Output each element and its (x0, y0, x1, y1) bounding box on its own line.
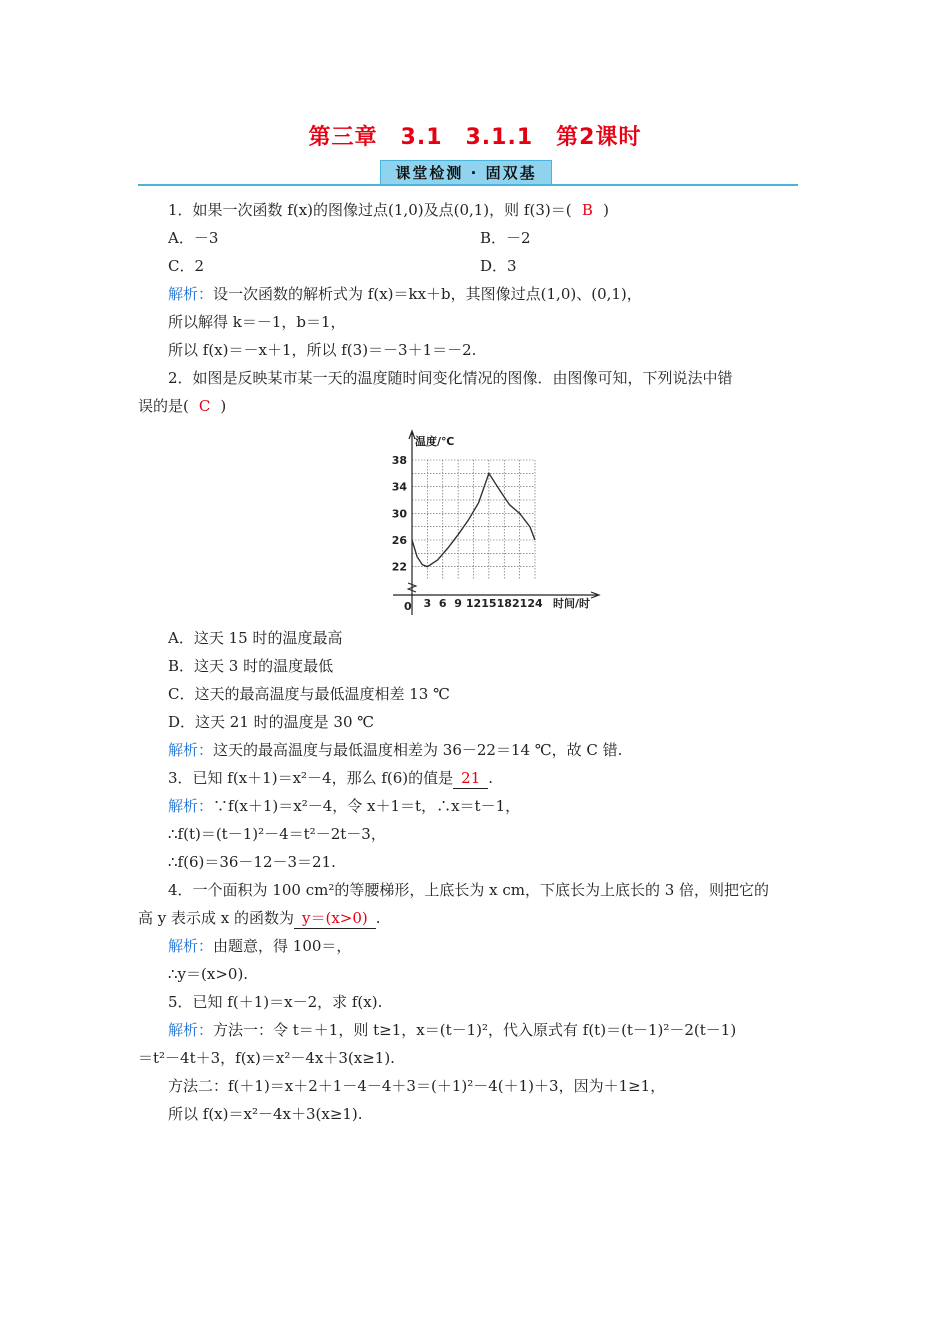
q1-stem-text: 1．如果一次函数 f(x)的图像过点(1,0)及点(0,1)，则 f(3)＝( (168, 201, 572, 219)
q4-answer: y＝(x>0) (294, 908, 376, 929)
y-tick-26: 26 (391, 534, 407, 547)
y-tick-34: 34 (391, 480, 407, 494)
x-tick-12: 12 (465, 597, 482, 610)
y-tick-38: 38 (391, 454, 407, 467)
q5-solution-line2: ＝t²－4t＋3，f(x)＝x²－4x＋3(x≥1). (138, 1049, 395, 1067)
page-title: 第三章 3.1 3.1.1 第2课时 (308, 125, 642, 150)
q1-solution-line1: 设一次函数的解析式为 f(x)＝kx＋b，其图像过点(1,0)、(0,1)， (213, 285, 642, 303)
y-axis-label: 温度/℃ (415, 435, 455, 448)
q1-solution-line2: 所以解得 k＝－1，b＝1， (168, 313, 346, 331)
q3-stem-text: 3．已知 f(x＋1)＝x²－4，那么 f(6)的值是 (168, 769, 454, 787)
chart-grid (412, 460, 535, 580)
x-tick-3: 3 (423, 597, 432, 610)
x-tick-15: 15 (481, 597, 497, 610)
q4-stem-line1: 4．一个面积为 100 cm²的等腰梯形，上底长为 x cm，下底长为上底长的 3 倍，则把它的 (168, 881, 770, 899)
q2-solution (168, 740, 622, 760)
q1-solution-label: 解析： (168, 285, 214, 303)
axis-break-mark (408, 583, 416, 592)
q5-solution-label: 解析： (168, 1021, 214, 1039)
q3-solution-line2: ∴f(t)＝(t－1)²－4＝t²－2t－3， (168, 825, 386, 843)
q2-stem-line1: 2．如图是反映某市某一天的温度随时间变化情况的图像．由图像可知，下列说法中错 (168, 369, 733, 387)
q3-answer: 21 (453, 768, 488, 789)
q1-stem (168, 200, 609, 220)
q2-solution-text: 这天的最高温度与最低温度相差为 36－22＝14 ℃，故 C 错. (213, 741, 623, 759)
q2-option-a: A．这天 15 时的温度最高 (168, 629, 343, 647)
q2-stem-line2 (138, 396, 226, 416)
x-tick-9: 9 (454, 597, 462, 610)
temperature-chart (375, 425, 605, 620)
q1-option-a: A．－3 (168, 229, 219, 247)
q2-close: ) (220, 397, 227, 415)
x-tick-21: 21 (511, 597, 528, 610)
x-axis-label: 时间/时 (553, 597, 591, 610)
q1-answer: B (581, 201, 593, 219)
q4-solution (168, 936, 351, 956)
q4-solution-line1: 由题意，得 100＝， (213, 937, 352, 955)
q1-solution (168, 284, 642, 304)
q3-end: . (488, 769, 494, 787)
header-rule (138, 184, 798, 186)
q4-solution-line2: ∴y＝(x>0). (168, 965, 249, 983)
q1-option-d: D．3 (480, 257, 517, 275)
chart-axes (393, 431, 599, 615)
q3-solution (168, 796, 520, 816)
x-tick-6: 6 (438, 597, 447, 610)
q4-solution-label: 解析： (168, 937, 214, 955)
q4-stem-text: 高 y 表示成 x 的函数为 (138, 909, 295, 927)
q1-option-c: C．2 (168, 257, 205, 275)
q2-answer: C (198, 397, 211, 415)
q2-option-c: C．这天的最高温度与最低温度相差 13 ℃ (168, 685, 450, 703)
x-tick-18: 18 (496, 597, 512, 610)
q3-stem (168, 768, 493, 789)
q3-solution-label: 解析： (168, 797, 214, 815)
q3-solution-line1: ∵f(x＋1)＝x²－4，令 x＋1＝t，∴x＝t－1， (213, 797, 521, 815)
q5-solution (168, 1020, 736, 1040)
q3-solution-line3: ∴f(6)＝36－12－3＝21. (168, 853, 336, 871)
q5-solution-line4: 所以 f(x)＝x²－4x＋3(x≥1). (168, 1105, 363, 1123)
q2-stem-text: 误的是( (138, 397, 189, 415)
q5-solution-line3: 方法二：f(＋1)＝x＋2＋1－4－4＋3＝(＋1)²－4(＋1)＋3，因为＋1≥1， (168, 1077, 666, 1095)
q1-close: ) (603, 201, 609, 219)
q1-option-b: B．－2 (480, 229, 531, 247)
q5-stem: 5．已知 f(＋1)＝x－2，求 f(x). (168, 993, 383, 1011)
q1-solution-line3: 所以 f(x)＝－x＋1，所以 f(3)＝－3＋1＝－2. (168, 341, 477, 359)
q2-solution-label: 解析： (168, 741, 214, 759)
y-tick-30: 30 (391, 507, 407, 521)
q2-option-d: D．这天 21 时的温度是 30 ℃ (168, 713, 375, 731)
section-banner: 课堂检测 · 固双基 (380, 160, 552, 186)
q5-solution-line1: 方法一：令 t＝＋1，则 t≥1，x＝(t－1)²，代入原式有 f(t)＝(t－1)²－2(t－1) (213, 1021, 737, 1039)
x-tick-24: 24 (527, 597, 543, 610)
origin-label: 0 (404, 600, 412, 613)
q2-option-b: B．这天 3 时的温度最低 (168, 657, 334, 675)
q4-stem-line2 (138, 908, 381, 929)
y-tick-22: 22 (391, 560, 407, 574)
q4-end: . (375, 909, 381, 927)
